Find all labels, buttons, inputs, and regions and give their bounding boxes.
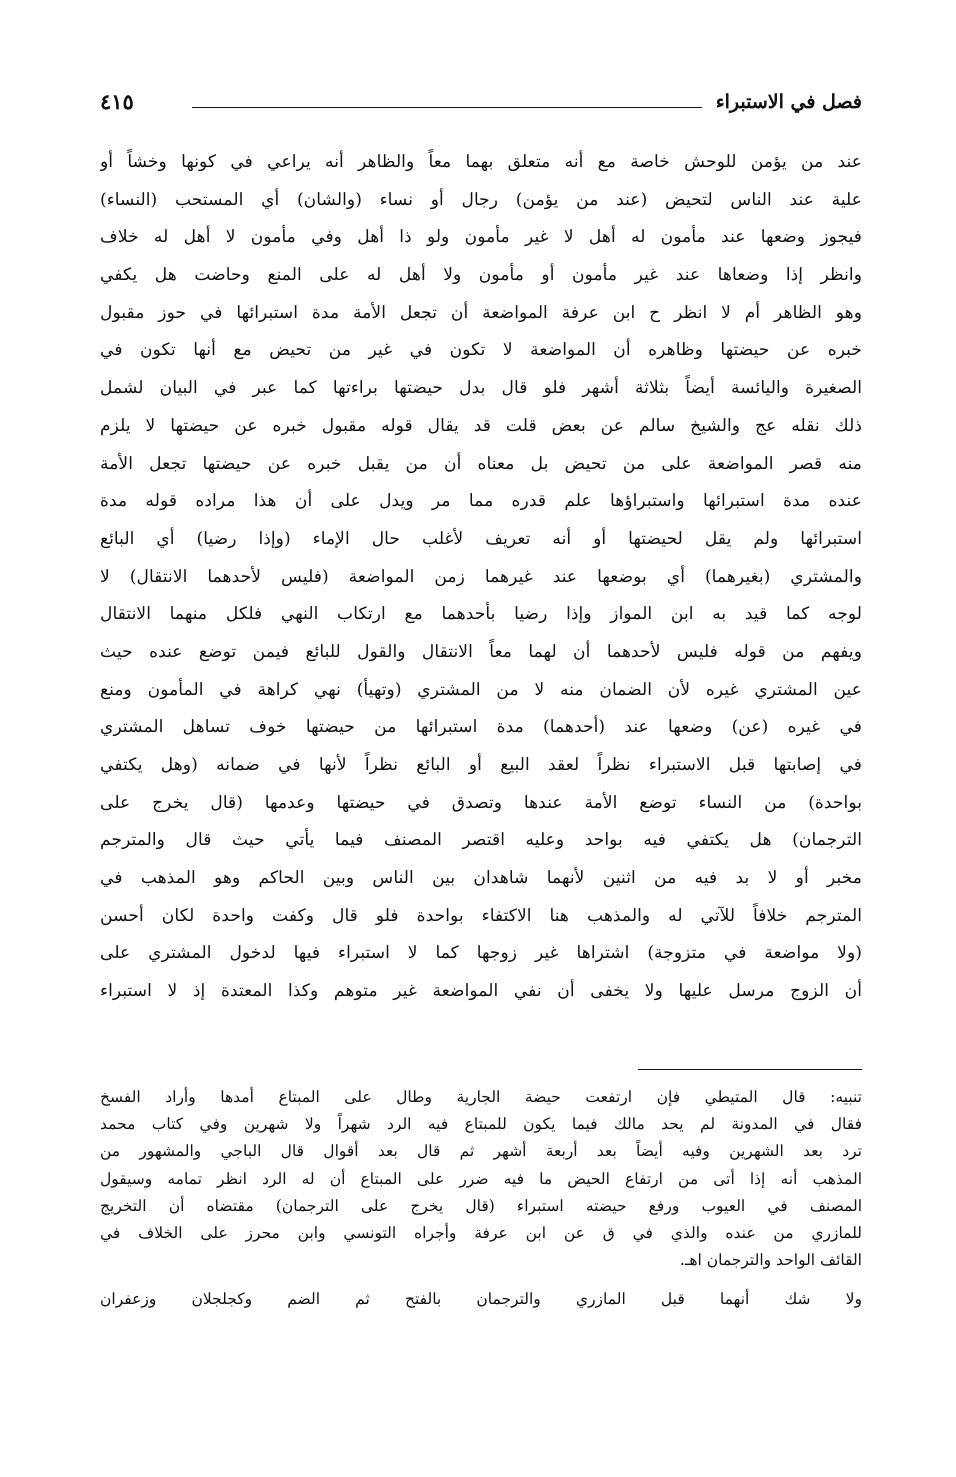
footnotes <box>100 1084 862 1314</box>
text-line: عند من يؤمن للوحش خاصة مع أنه متعلق بهما معاً والظاهر أنه يراعي في كونها وخشاً أو <box>100 152 862 172</box>
text-line: علية عند الناس لتحيض (عند من يؤمن) رجال أو نساء (والشان) أي المستحب (النساء) <box>100 189 862 210</box>
footnote-divider <box>638 1069 862 1070</box>
page-number: ٤١٥ <box>100 89 134 114</box>
footnote-line: القائف الواحد والترجمان اهـ. <box>679 1251 862 1270</box>
main-text <box>100 144 862 1011</box>
footnote-line: تنبيه: قال المتيطي فإن ارتفعت حيضة الجارية وطال على المبتاع أمدها وأراد الفسخ <box>100 1088 862 1106</box>
text-line: استبرائها ولم يقل لحيضتها أو أنه تعريف لأغلب حال الإماء (وإذا رضيا) أي البائع <box>100 528 862 549</box>
text-line: الصغيرة واليائسة أيضاً بثلاثة أشهر فلو قال بدل حيضتها براءتها كما عبر في البيان لشمل <box>100 378 862 399</box>
chapter-title: فصل في الاستبراء <box>715 91 862 113</box>
text-line: عنده مدة استبرائها واستبراؤها علم قدره مما مر ويدل على أن هذا مراده قوله مدة <box>100 491 862 512</box>
text-line: خبره عن حيضتها وظاهره أن المواضعة لا تكون في غير من تحيض مع أنها تكون في <box>100 340 862 361</box>
text-line: في غيره (عن) وضعها عند (أحدهما) مدة استبرائها من حيضتها خوف تساهل المشتري <box>100 717 862 738</box>
text-line: والمشتري (بغيرهما) أي بوضعها عند غيرهما زمن المواضعة (فليس لأحدهما الانتقال) لا <box>100 566 862 587</box>
text-line: منه قصر المواضعة على من تحيض بل معناه أن من يقبل خبره عن حيضتها تجعل الأمة <box>100 453 862 474</box>
footnote-extra-line: ولا شك أنهما قبل المازري والترجمان بالفتح ثم الضم وكجلجلان وزعفران <box>100 1290 862 1309</box>
text-line: في إصابتها قبل الاستبراء نظراً لعقد البيع أو البائع نظراً لأنها في ضمانه (وهل يكتفي <box>100 755 862 775</box>
text-line: الترجمان) هل يكتفي فيه بواحد وعليه اقتصر المصنف فيما يأتي حيث قال والمترجم <box>100 830 862 851</box>
text-line: وانظر إذا وضعاها عند غير مأمون أو مأمون ولا أهل له على المنع وحاضت هل يكفي <box>100 265 862 286</box>
text-line: مخبر أو لا بد فيه من اثنين لأنهما شاهدان بين الناس وبين الحاكم وهو المذهب في <box>100 868 862 889</box>
running-header <box>100 86 862 122</box>
footnote-line: ترد بعد الشهرين وفيه أيضاً بعد أربعة أشهر ثم قال بعد أقوال قال الباجي والمشهور من <box>100 1142 862 1161</box>
header-rule <box>192 107 702 108</box>
text-line: أن الزوج مرسل عليها ولا يخفى أن نفي المواضعة غير متوهم وكذا المعتدة إذ لا استبراء <box>100 981 862 1002</box>
text-line: عين المشتري غيره لأن الضمان منه لا من المشتري (وتهيأ) نهي كراهة في المأمون ومنع <box>100 679 862 700</box>
text-line: ذلك نقله عج والشيخ سالم عن بعض قلت قد يقال قوله مقبول خبره عن حيضتها لا يلزم <box>100 415 862 436</box>
text-line: المترجم خلافاً للآتي له والمذهب هنا الاكتفاء بواحدة فلو قال وكفت واحدة لكان أحسن <box>100 905 862 926</box>
text-line: بواحدة) من النساء توضع الأمة عندها وتصدق في حيضتها وعدمها (قال يخرج على <box>100 792 862 813</box>
text-line: فيجوز وضعها عند مأمون له أهل لا غير مأمون ولو ذا أهل وفي مأمون لا أهل له خلاف <box>100 227 862 248</box>
text-line: (ولا مواضعة في متزوجة) اشتراها غير زوجها كما لا استبراء فيها لدخول المشتري على <box>100 943 862 964</box>
text-line: وهو الظاهر أم لا انظر ح ابن عرفة المواضعة أن تجعل الأمة مدة استبرائها في حوز مقبول <box>100 302 862 323</box>
footnote-line: فقال في المدونة لم يحد مالك فيما يكون للمبتاع فيه الرد شهراً ولا شهرين وفي كتاب محمد <box>100 1115 862 1134</box>
footnote-line: المصنف في العيوب ورفع حيضته استبراء (قال يخرج على الترجمان) مقتضاه أن التخريج <box>100 1196 862 1215</box>
footnote-line: المذهب أنه إذا أتى من ارتفاع الحيض ما فيه ضرر على المبتاع أن له الرد انظر تمامه وسيقول <box>100 1169 862 1188</box>
footnote-line: للمازري من عنده والذي في ق عن ابن عرفة وأجراه التونسي وابن محرز على الخلاف في <box>100 1223 862 1242</box>
text-line: لوجه كما قيد به ابن المواز وإذا رضيا بأحدهما مع ارتكاب النهي فلكل منهما الانتقال <box>100 604 862 625</box>
text-line: ويفهم من قوله فليس لأحدهما أن لهما معاً الانتقال والقول للبائع فيمن توضع عنده حيث <box>100 641 862 662</box>
